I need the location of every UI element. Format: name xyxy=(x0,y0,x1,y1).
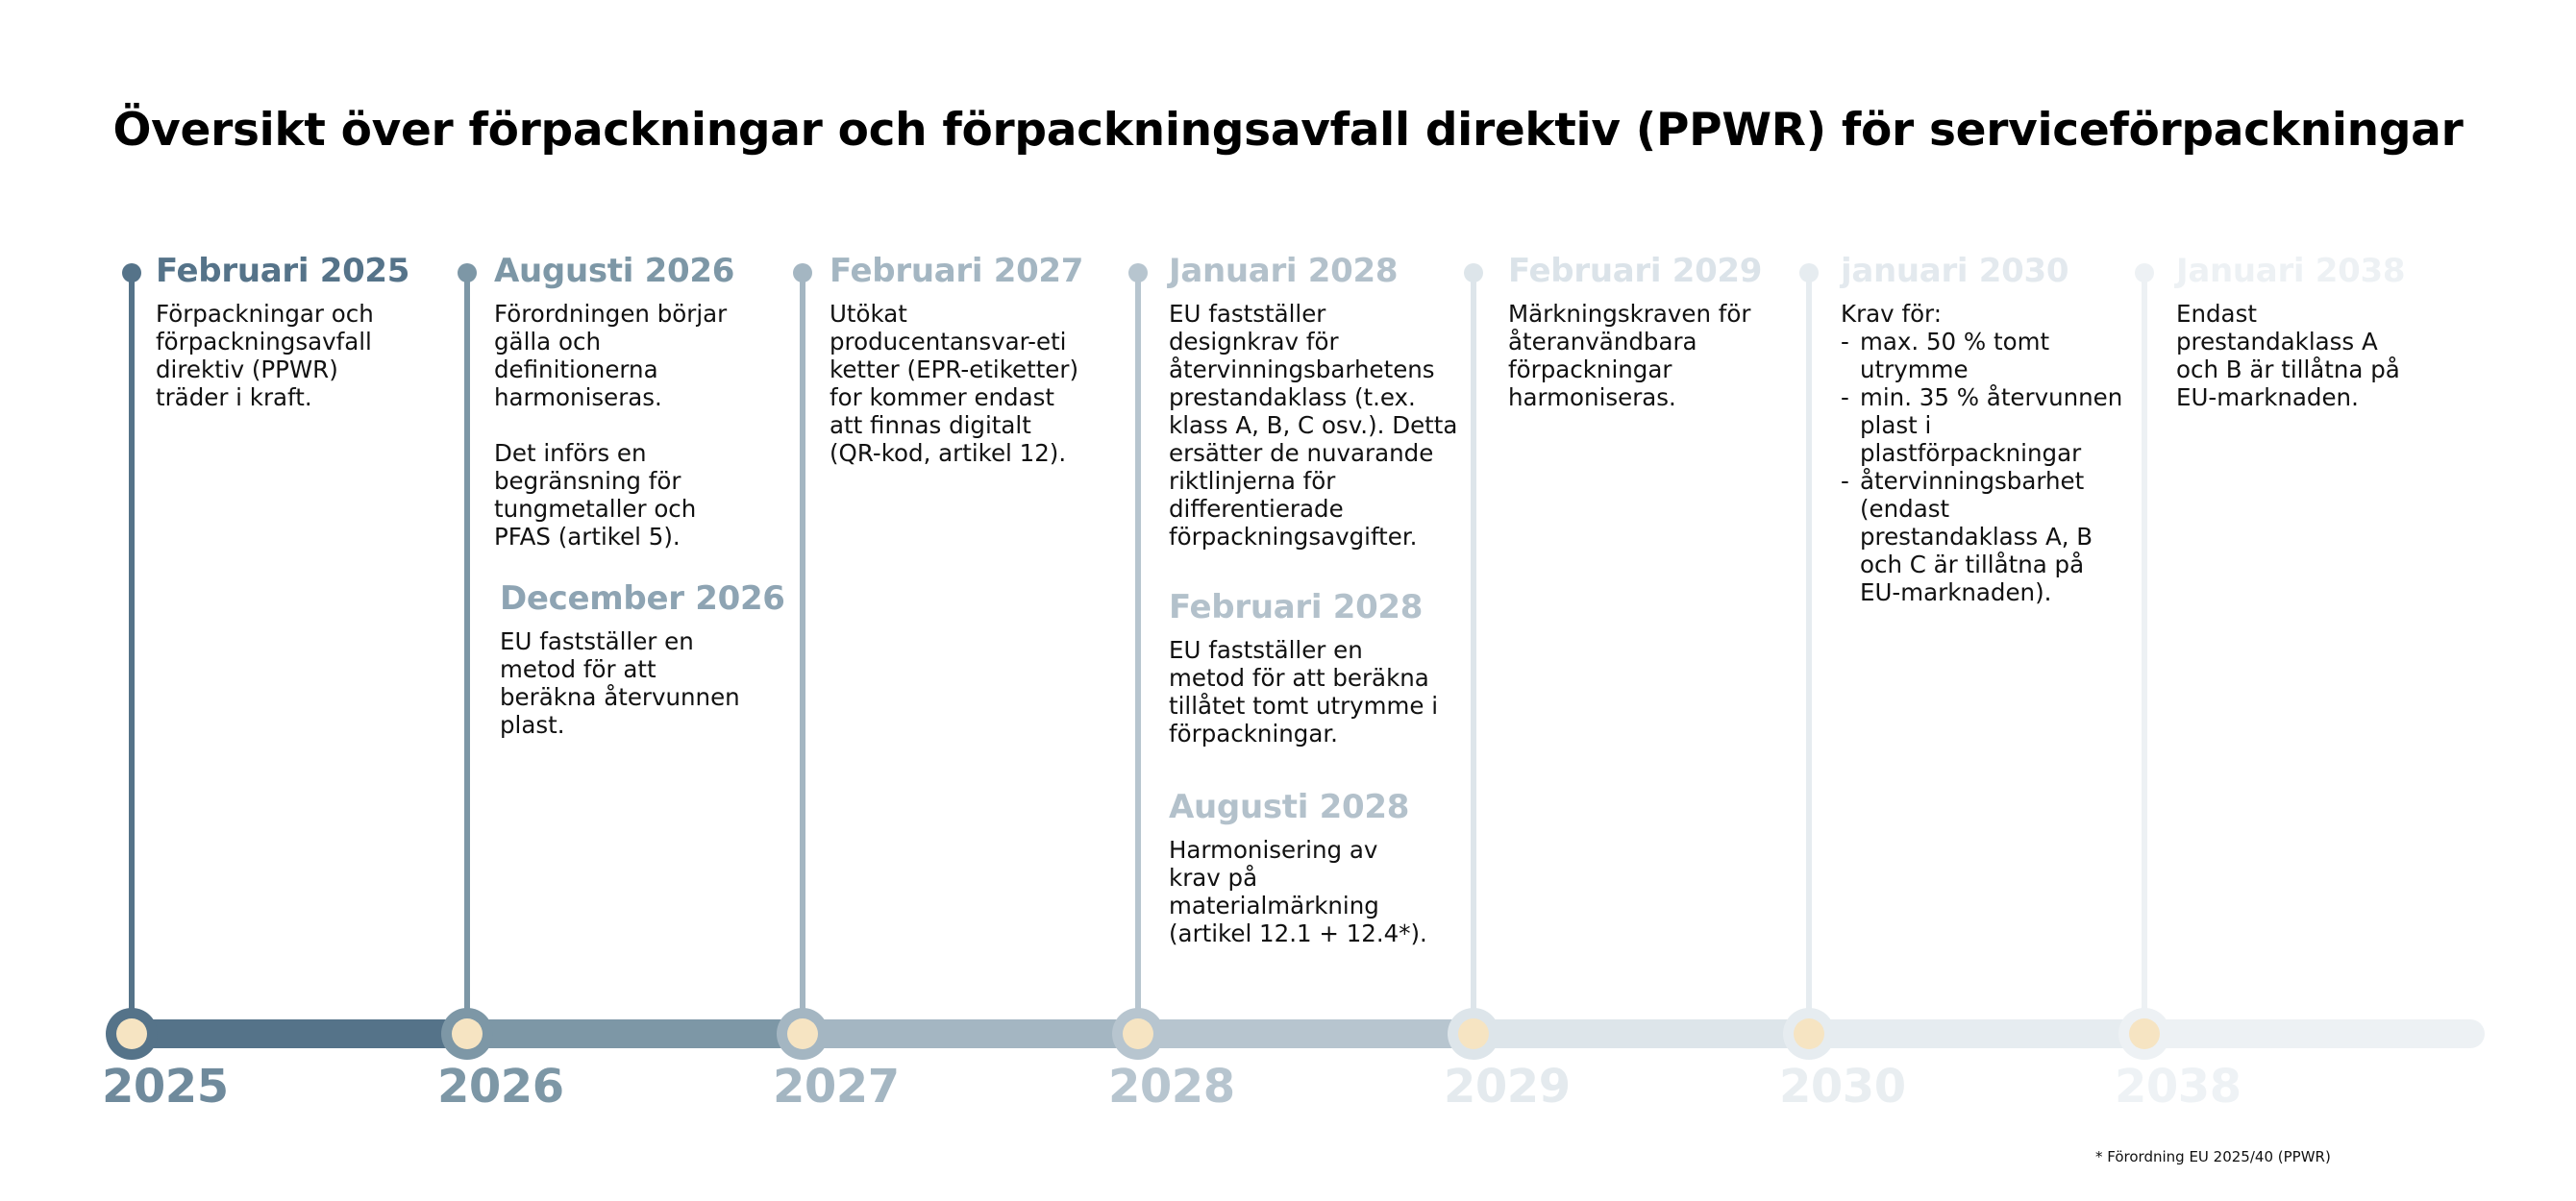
event-aug-2028 xyxy=(1169,788,1486,947)
footnote: * Förordning EU 2025/40 (PPWR) xyxy=(2095,1148,2331,1165)
event-date: Februari 2028 xyxy=(1169,588,1424,626)
year-marker-2027 xyxy=(777,1008,829,1060)
year-marker-2026 xyxy=(441,1008,493,1060)
event-jan-2030 xyxy=(1841,252,2158,606)
event-aug-2026 xyxy=(494,252,811,551)
timeline-segment-2030 xyxy=(1809,1019,2144,1048)
event-date: Januari 2038 xyxy=(2176,252,2406,290)
event-text: Märkningskraven för återanvändbara förpackningar harmoniseras. xyxy=(1508,300,1751,411)
event-feb-2029 xyxy=(1508,252,1825,411)
event-date: Augusti 2028 xyxy=(1169,788,1410,826)
event-jan-2038 xyxy=(2176,252,2493,411)
stem-2025 xyxy=(129,273,135,1032)
event-dec-2026 xyxy=(500,579,817,739)
year-label-2028: 2028 xyxy=(1108,1060,1235,1114)
event-feb-2028 xyxy=(1169,588,1486,748)
requirements-list xyxy=(1841,328,2158,606)
event-date: Februari 2025 xyxy=(156,252,410,290)
requirements-intro: Krav för: xyxy=(1841,300,1942,328)
event-jan-2028 xyxy=(1169,252,1486,551)
event-date: Januari 2028 xyxy=(1169,252,1399,290)
timeline-segment-2027 xyxy=(803,1019,1138,1048)
year-marker-2030 xyxy=(1783,1008,1835,1060)
event-date: januari 2030 xyxy=(1841,252,2069,290)
requirement-item: - min. 35 % återvunnen plast i plastförpackningar xyxy=(1841,383,2158,467)
year-label-2025: 2025 xyxy=(102,1060,229,1114)
event-dot-2025 xyxy=(122,263,141,282)
year-label-2027: 2027 xyxy=(773,1060,900,1114)
year-label-2038: 2038 xyxy=(2115,1060,2242,1114)
event-text: Harmonisering av krav på materialmärkning (artikel 12.1 + 12.4*). xyxy=(1169,836,1427,947)
event-text: Utökat producentansvar-eti ketter (EPR-etiketter) for kommer endast att finnas digitalt (QR-kod, artikel 12). xyxy=(830,300,1079,467)
timeline-segment-2025 xyxy=(132,1019,467,1048)
event-text: EU fastställer en metod för att beräkna tillåtet tomt utrymme i förpackningar. xyxy=(1169,636,1439,748)
timeline-segment-2026 xyxy=(467,1019,803,1048)
requirement-item: - återvinningsbarhet (endast prestandaklass A, B och C är tillåtna på EU-marknaden). xyxy=(1841,467,2158,606)
page-title: Översikt över förpackningar och förpackningsavfall direktiv (PPWR) för serviceförpackningar xyxy=(112,104,2464,157)
event-text: Endast prestandaklass A och B är tillåtna på EU-marknaden. xyxy=(2176,300,2400,411)
timeline-segment-2028 xyxy=(1138,1019,1474,1048)
year-marker-2038 xyxy=(2118,1008,2170,1060)
year-label-2030: 2030 xyxy=(1779,1060,1906,1114)
event-date: Februari 2027 xyxy=(830,252,1084,290)
requirement-item: - max. 50 % tomt utrymme xyxy=(1841,328,2158,383)
timeline-segment-2029 xyxy=(1474,1019,1809,1048)
event-text: Förpackningar och förpackningsavfall direktiv (PPWR) träder i kraft. xyxy=(156,300,374,411)
year-marker-2025 xyxy=(106,1008,158,1060)
event-text: Förordningen börjar gälla och definitionerna harmoniseras. Det införs en begränsning för tungmetaller och PFAS (artikel 5). xyxy=(494,300,728,551)
year-label-2026: 2026 xyxy=(437,1060,564,1114)
event-text: EU fastställer designkrav för återvinningsbarhetens prestandaklass (t.ex. klass A, B, C osv.). Detta ersätter de nuvarande riktlinjerna för differentierade förpackningsavgifter. xyxy=(1169,300,1458,551)
event-feb-2027 xyxy=(830,252,1147,467)
event-date: Februari 2029 xyxy=(1508,252,1763,290)
event-text: EU fastställer en metod för att beräkna återvunnen plast. xyxy=(500,627,740,739)
timeline-segment-2038 xyxy=(2144,1019,2485,1048)
event-date: Augusti 2026 xyxy=(494,252,735,290)
event-date: December 2026 xyxy=(500,579,785,618)
year-label-2029: 2029 xyxy=(1444,1060,1571,1114)
year-marker-2028 xyxy=(1112,1008,1164,1060)
year-marker-2029 xyxy=(1448,1008,1499,1060)
event-feb-2025 xyxy=(156,252,473,411)
